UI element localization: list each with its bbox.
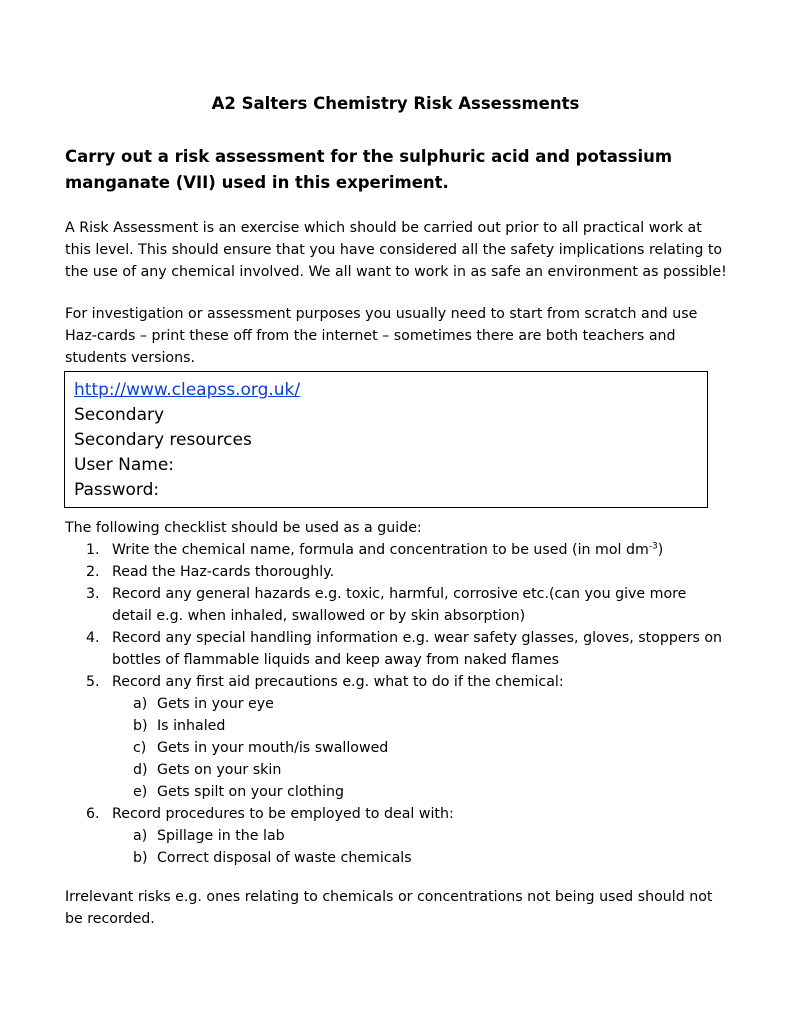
sub-list-item: Gets spilt on your clothing xyxy=(157,784,345,800)
info-box-secondary: Secondary xyxy=(74,405,165,425)
info-box-secondary-resources: Secondary resources xyxy=(74,430,252,450)
closing-paragraph xyxy=(65,886,712,930)
sub-list-item: Gets in your eye xyxy=(157,696,274,712)
list-number: 1. xyxy=(86,542,100,558)
sub-list-item: Gets in your mouth/is swallowed xyxy=(157,740,389,756)
paragraph-line: For investigation or assessment purposes you usually need to start from scratch and use xyxy=(65,306,698,322)
superscript: -3 xyxy=(648,541,658,552)
list-number: 6. xyxy=(86,806,100,822)
cleapss-link[interactable]: http://www.cleapss.org.uk/ xyxy=(74,380,301,400)
sub-list-letter: c) xyxy=(133,740,147,756)
list-item-continuation: detail e.g. when inhaled, swallowed or by skin absorption) xyxy=(112,608,526,624)
cleapss-link-line xyxy=(74,378,300,402)
paragraph-line: students versions. xyxy=(65,350,196,366)
task-heading xyxy=(65,144,745,196)
paragraph-line: this level. This should ensure that you have considered all the safety implications relating to xyxy=(65,242,723,258)
list-item xyxy=(112,539,663,561)
list-number: 4. xyxy=(86,630,100,646)
sub-list-letter: b) xyxy=(133,718,148,734)
sub-list-item: Correct disposal of waste chemicals xyxy=(157,850,412,866)
sub-list-letter: a) xyxy=(133,828,148,844)
list-item: Record any special handling information e.g. wear safety glasses, gloves, stoppers on xyxy=(112,630,723,646)
paragraph-line: A Risk Assessment is an exercise which should be carried out prior to all practical work at xyxy=(65,220,702,236)
list-number: 3. xyxy=(86,586,100,602)
sub-list-letter: b) xyxy=(133,850,148,866)
page-title: A2 Salters Chemistry Risk Assessments xyxy=(211,94,580,113)
task-heading-line: manganate (VII) used in this experiment. xyxy=(65,173,449,192)
sub-list-item: Gets on your skin xyxy=(157,762,282,778)
investigation-paragraph xyxy=(65,303,745,369)
list-item: Read the Haz-cards thoroughly. xyxy=(112,564,335,580)
list-item-text: Write the chemical name, formula and concentration to be used (in mol dm xyxy=(112,542,649,558)
list-item-text: ) xyxy=(657,542,664,558)
intro-paragraph xyxy=(65,217,745,283)
sub-list-item: Is inhaled xyxy=(157,718,226,734)
list-item: Record any first aid precautions e.g. what to do if the chemical: xyxy=(112,674,564,690)
sub-list-letter: e) xyxy=(133,784,148,800)
list-number: 5. xyxy=(86,674,100,690)
paragraph-line: Haz-cards – print these off from the internet – sometimes there are both teachers and xyxy=(65,328,676,344)
checklist-intro: The following checklist should be used as a guide: xyxy=(65,520,422,536)
list-number: 2. xyxy=(86,564,100,580)
list-item: Record any general hazards e.g. toxic, harmful, corrosive etc.(can you give more xyxy=(112,586,687,602)
list-item: Record procedures to be employed to deal with: xyxy=(112,806,454,822)
paragraph-line: be recorded. xyxy=(65,911,155,927)
sub-list-item: Spillage in the lab xyxy=(157,828,285,844)
info-box-user-name: User Name: xyxy=(74,455,175,475)
task-heading-line: Carry out a risk assessment for the sulphuric acid and potassium xyxy=(65,147,673,166)
cleapss-info-box xyxy=(64,371,708,508)
info-box-password: Password: xyxy=(74,480,160,500)
paragraph-line: Irrelevant risks e.g. ones relating to chemicals or concentrations not being used should not xyxy=(65,889,713,905)
paragraph-line: the use of any chemical involved. We all want to work in as safe an environment as possible! xyxy=(65,264,727,280)
sub-list-letter: a) xyxy=(133,696,148,712)
list-item-continuation: bottles of flammable liquids and keep away from naked flames xyxy=(112,652,559,668)
sub-list-letter: d) xyxy=(133,762,148,778)
